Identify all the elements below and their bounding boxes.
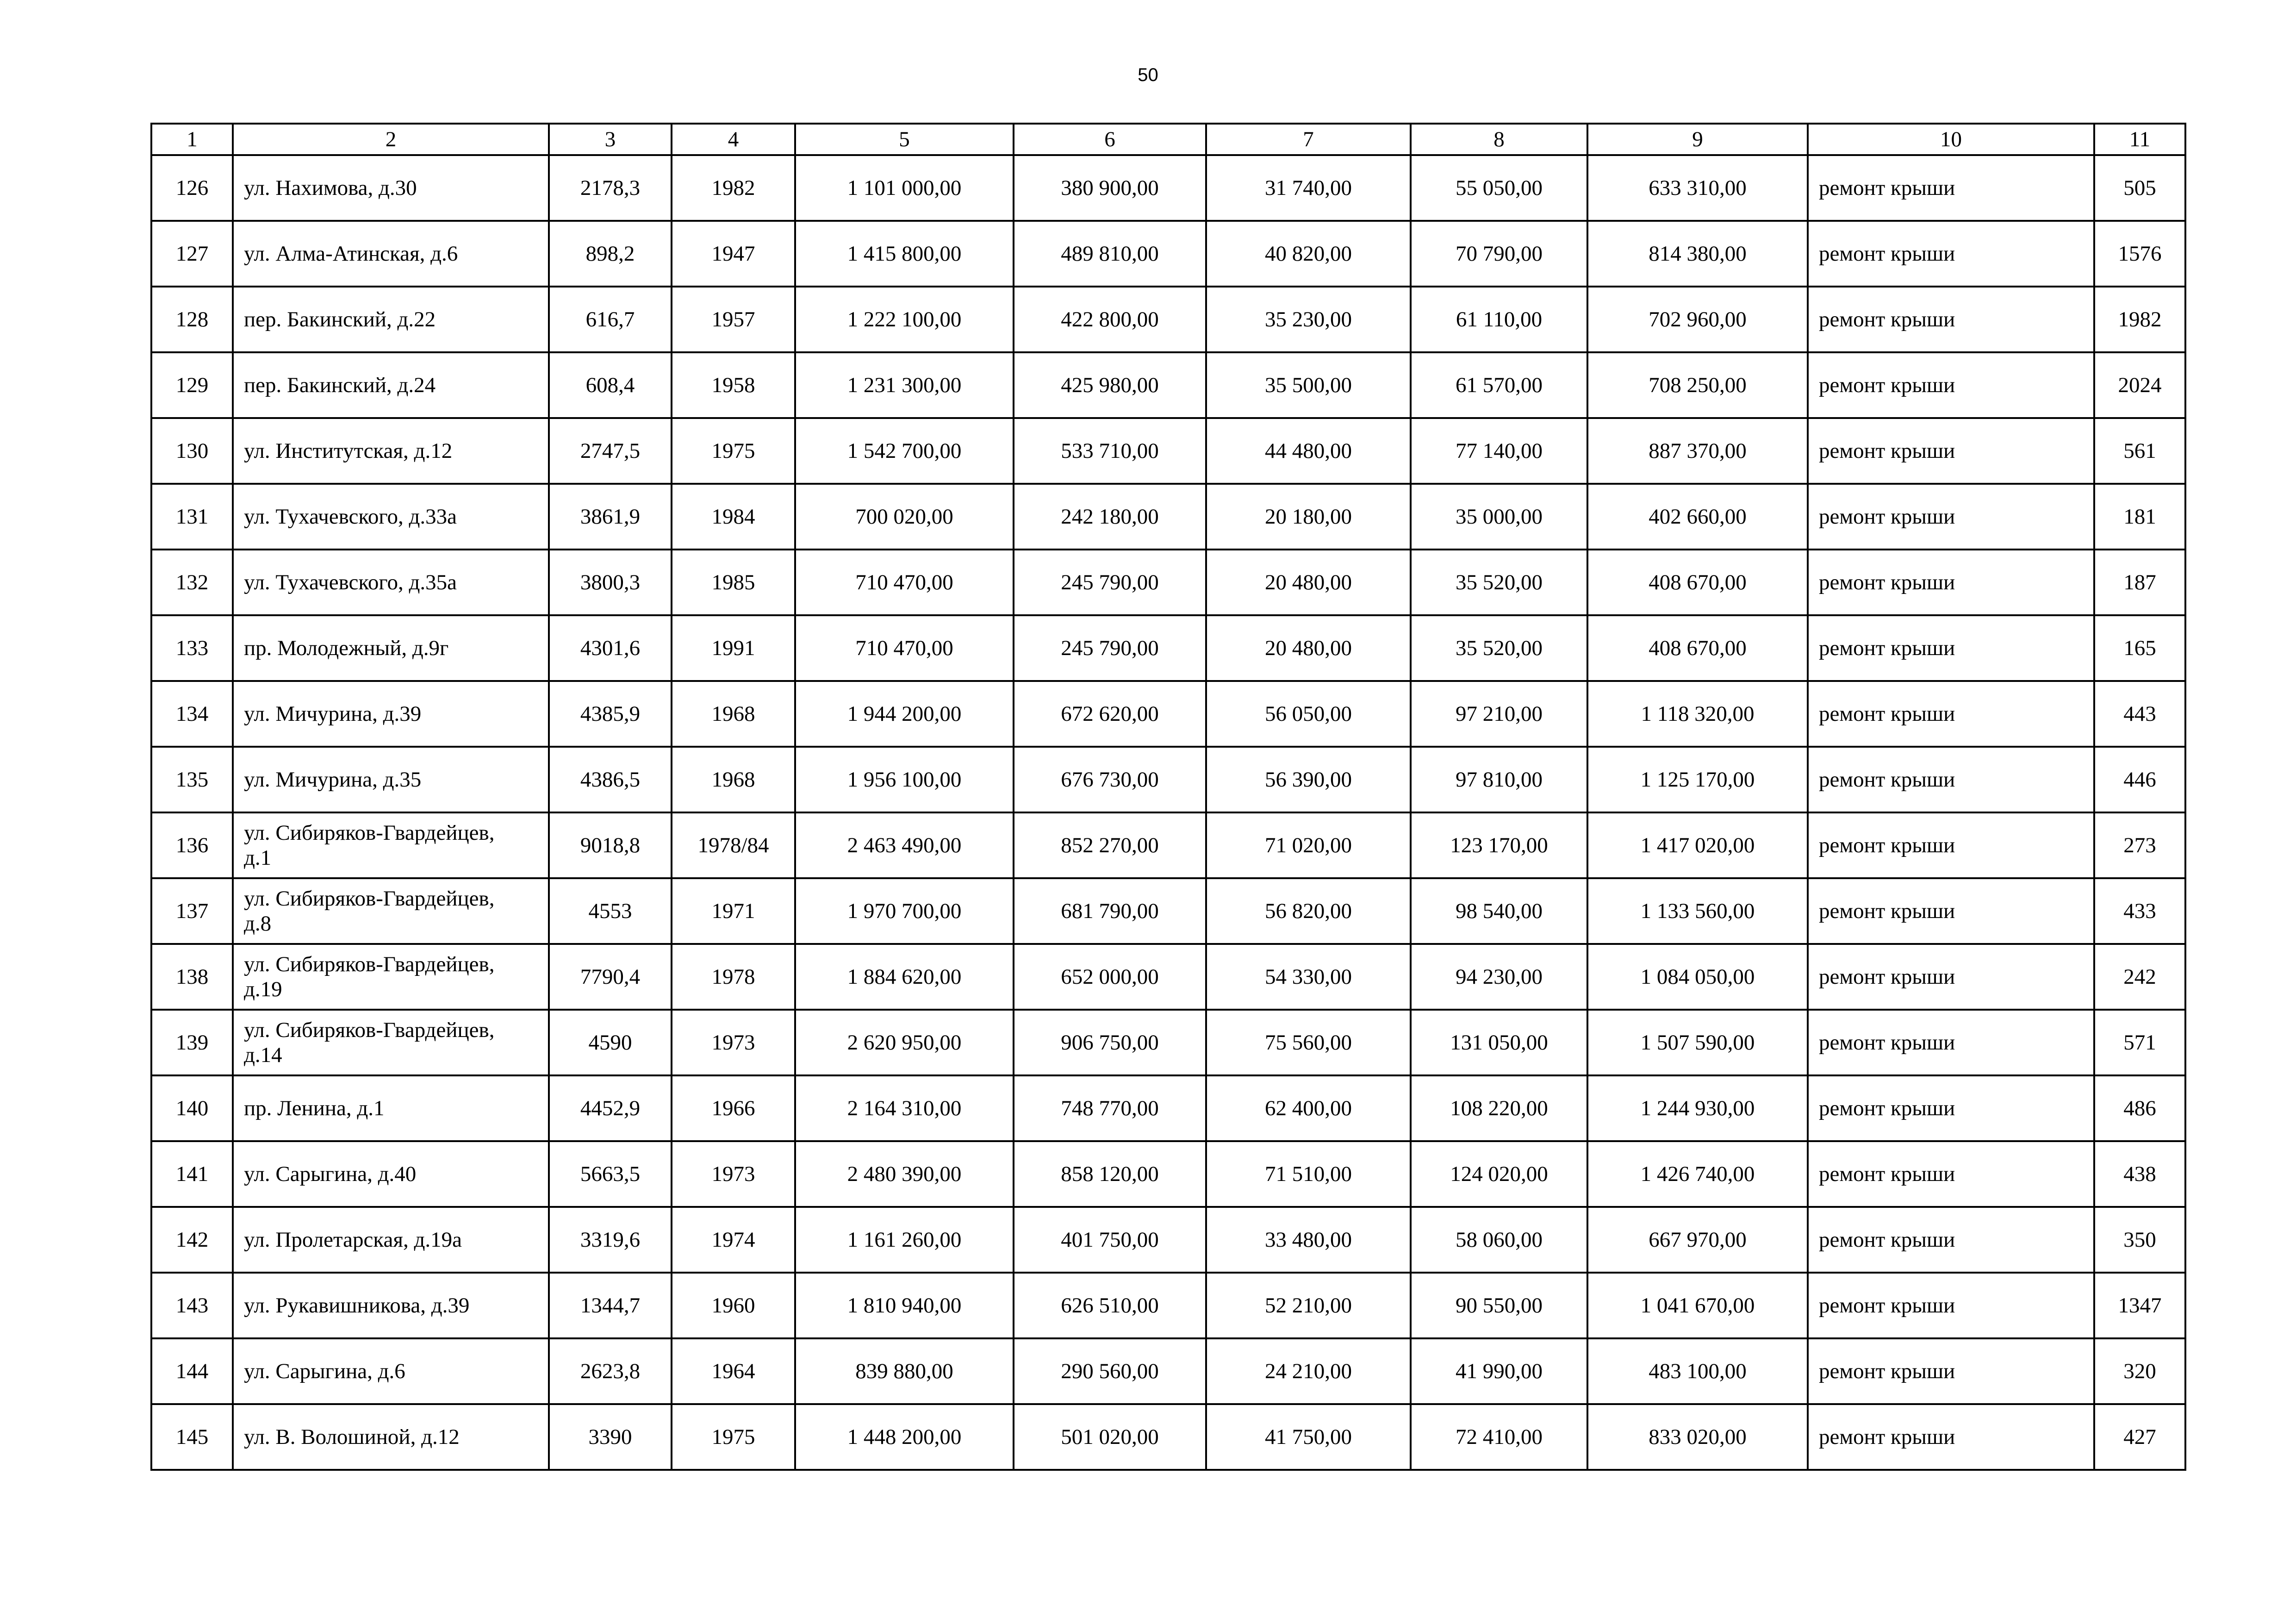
column-header: 7 xyxy=(1206,124,1411,155)
column-header: 5 xyxy=(795,124,1014,155)
cell-address: пер. Бакинский, д.24 xyxy=(233,352,549,418)
cell-year: 1984 xyxy=(672,484,795,550)
cell-area: 608,4 xyxy=(549,352,672,418)
cell-column-11: 443 xyxy=(2094,681,2185,747)
cell-column-7: 75 560,00 xyxy=(1206,1010,1411,1075)
cell-number: 130 xyxy=(151,418,233,484)
cell-work-type: ремонт крыши xyxy=(1808,812,2094,878)
cell-address xyxy=(233,1010,549,1075)
cell-number: 134 xyxy=(151,681,233,747)
cell-area: 9018,8 xyxy=(549,812,672,878)
column-header: 3 xyxy=(549,124,672,155)
cell-column-8: 98 540,00 xyxy=(1411,878,1587,944)
cell-address xyxy=(233,878,549,944)
cell-total-cost: 1 448 200,00 xyxy=(795,1404,1014,1470)
cell-year: 1971 xyxy=(672,878,795,944)
cell-column-8: 61 110,00 xyxy=(1411,287,1587,352)
address-line-1: ул. Сибиряков-Гвардейцев, xyxy=(244,1018,495,1042)
table-row xyxy=(151,1404,2185,1470)
table-row xyxy=(151,878,2185,944)
cell-column-6: 672 620,00 xyxy=(1014,681,1206,747)
cell-year: 1964 xyxy=(672,1338,795,1404)
cell-address: ул. Пролетарская, д.19а xyxy=(233,1207,549,1273)
table-row xyxy=(151,550,2185,615)
cell-work-type: ремонт крыши xyxy=(1808,747,2094,812)
cell-column-7: 41 750,00 xyxy=(1206,1404,1411,1470)
cell-column-9: 1 041 670,00 xyxy=(1587,1273,1808,1338)
table-row xyxy=(151,812,2185,878)
cell-year: 1966 xyxy=(672,1075,795,1141)
cell-year: 1974 xyxy=(672,1207,795,1273)
cell-area: 898,2 xyxy=(549,221,672,287)
cell-column-6: 290 560,00 xyxy=(1014,1338,1206,1404)
cell-column-11: 433 xyxy=(2094,878,2185,944)
cell-column-6: 489 810,00 xyxy=(1014,221,1206,287)
cell-number: 127 xyxy=(151,221,233,287)
cell-total-cost: 1 956 100,00 xyxy=(795,747,1014,812)
table-row xyxy=(151,1338,2185,1404)
cell-year: 1947 xyxy=(672,221,795,287)
cell-column-6: 245 790,00 xyxy=(1014,615,1206,681)
cell-area: 3319,6 xyxy=(549,1207,672,1273)
cell-number: 145 xyxy=(151,1404,233,1470)
cell-column-9: 483 100,00 xyxy=(1587,1338,1808,1404)
cell-column-8: 35 520,00 xyxy=(1411,615,1587,681)
cell-area: 3390 xyxy=(549,1404,672,1470)
cell-column-8: 61 570,00 xyxy=(1411,352,1587,418)
cell-total-cost: 1 944 200,00 xyxy=(795,681,1014,747)
cell-year: 1975 xyxy=(672,1404,795,1470)
cell-year: 1973 xyxy=(672,1010,795,1075)
cell-column-6: 676 730,00 xyxy=(1014,747,1206,812)
cell-number: 135 xyxy=(151,747,233,812)
cell-column-6: 652 000,00 xyxy=(1014,944,1206,1010)
cell-year: 1960 xyxy=(672,1273,795,1338)
table-row xyxy=(151,287,2185,352)
cell-area: 2178,3 xyxy=(549,155,672,221)
cell-column-7: 62 400,00 xyxy=(1206,1075,1411,1141)
cell-column-9: 887 370,00 xyxy=(1587,418,1808,484)
cell-number: 129 xyxy=(151,352,233,418)
cell-work-type: ремонт крыши xyxy=(1808,1273,2094,1338)
address-line-1: ул. Сибиряков-Гвардейцев, xyxy=(244,886,495,911)
cell-column-8: 70 790,00 xyxy=(1411,221,1587,287)
address-line-1: ул. Сибиряков-Гвардейцев, xyxy=(244,952,495,976)
table-row xyxy=(151,1273,2185,1338)
cell-year: 1982 xyxy=(672,155,795,221)
cell-column-8: 94 230,00 xyxy=(1411,944,1587,1010)
cell-column-11: 1982 xyxy=(2094,287,2185,352)
cell-work-type: ремонт крыши xyxy=(1808,615,2094,681)
cell-number: 140 xyxy=(151,1075,233,1141)
cell-column-7: 56 820,00 xyxy=(1206,878,1411,944)
cell-area: 3800,3 xyxy=(549,550,672,615)
cell-total-cost: 1 101 000,00 xyxy=(795,155,1014,221)
cell-column-9: 1 417 020,00 xyxy=(1587,812,1808,878)
cell-column-6: 858 120,00 xyxy=(1014,1141,1206,1207)
cell-column-11: 486 xyxy=(2094,1075,2185,1141)
cell-column-9: 633 310,00 xyxy=(1587,155,1808,221)
table-row xyxy=(151,747,2185,812)
cell-total-cost: 2 480 390,00 xyxy=(795,1141,1014,1207)
cell-number: 132 xyxy=(151,550,233,615)
cell-column-6: 681 790,00 xyxy=(1014,878,1206,944)
cell-number: 139 xyxy=(151,1010,233,1075)
cell-work-type: ремонт крыши xyxy=(1808,944,2094,1010)
cell-total-cost: 710 470,00 xyxy=(795,615,1014,681)
cell-column-9: 1 118 320,00 xyxy=(1587,681,1808,747)
cell-column-7: 56 050,00 xyxy=(1206,681,1411,747)
cell-column-9: 1 084 050,00 xyxy=(1587,944,1808,1010)
cell-address: пр. Молодежный, д.9г xyxy=(233,615,549,681)
cell-year: 1978/84 xyxy=(672,812,795,878)
table-row xyxy=(151,418,2185,484)
address-line-2: д.14 xyxy=(244,1043,282,1067)
cell-column-11: 438 xyxy=(2094,1141,2185,1207)
cell-column-9: 408 670,00 xyxy=(1587,550,1808,615)
page-number: 50 xyxy=(1138,65,1158,85)
cell-work-type: ремонт крыши xyxy=(1808,287,2094,352)
cell-column-8: 72 410,00 xyxy=(1411,1404,1587,1470)
cell-column-7: 40 820,00 xyxy=(1206,221,1411,287)
cell-year: 1958 xyxy=(672,352,795,418)
cell-year: 1978 xyxy=(672,944,795,1010)
cell-column-7: 71 510,00 xyxy=(1206,1141,1411,1207)
table-row xyxy=(151,1075,2185,1141)
cell-column-9: 814 380,00 xyxy=(1587,221,1808,287)
table-row xyxy=(151,484,2185,550)
cell-column-8: 55 050,00 xyxy=(1411,155,1587,221)
cell-column-8: 41 990,00 xyxy=(1411,1338,1587,1404)
cell-column-9: 1 244 930,00 xyxy=(1587,1075,1808,1141)
cell-total-cost: 1 970 700,00 xyxy=(795,878,1014,944)
cell-address: ул. Рукавишникова, д.39 xyxy=(233,1273,549,1338)
cell-number: 138 xyxy=(151,944,233,1010)
cell-column-6: 906 750,00 xyxy=(1014,1010,1206,1075)
cell-address: ул. Мичурина, д.39 xyxy=(233,681,549,747)
cell-work-type: ремонт крыши xyxy=(1808,352,2094,418)
cell-work-type: ремонт крыши xyxy=(1808,550,2094,615)
cell-area: 4385,9 xyxy=(549,681,672,747)
cell-address: пр. Ленина, д.1 xyxy=(233,1075,549,1141)
cell-number: 142 xyxy=(151,1207,233,1273)
table-row xyxy=(151,352,2185,418)
cell-column-6: 380 900,00 xyxy=(1014,155,1206,221)
cell-column-6: 533 710,00 xyxy=(1014,418,1206,484)
cell-address: ул. Тухачевского, д.33а xyxy=(233,484,549,550)
column-header: 9 xyxy=(1587,124,1808,155)
cell-work-type: ремонт крыши xyxy=(1808,418,2094,484)
cell-column-7: 24 210,00 xyxy=(1206,1338,1411,1404)
cell-year: 1975 xyxy=(672,418,795,484)
table-row xyxy=(151,681,2185,747)
cell-column-7: 31 740,00 xyxy=(1206,155,1411,221)
cell-work-type: ремонт крыши xyxy=(1808,1404,2094,1470)
cell-column-6: 852 270,00 xyxy=(1014,812,1206,878)
table-body xyxy=(151,124,2185,1470)
address-line-2: д.8 xyxy=(244,912,272,936)
cell-column-11: 446 xyxy=(2094,747,2185,812)
cell-address: ул. В. Волошиной, д.12 xyxy=(233,1404,549,1470)
cell-area: 3861,9 xyxy=(549,484,672,550)
cell-total-cost: 2 620 950,00 xyxy=(795,1010,1014,1075)
cell-column-7: 20 480,00 xyxy=(1206,550,1411,615)
cell-column-6: 242 180,00 xyxy=(1014,484,1206,550)
cell-address: пер. Бакинский, д.22 xyxy=(233,287,549,352)
cell-address: ул. Тухачевского, д.35а xyxy=(233,550,549,615)
cell-number: 133 xyxy=(151,615,233,681)
cell-area: 2747,5 xyxy=(549,418,672,484)
cell-column-11: 165 xyxy=(2094,615,2185,681)
cell-column-11: 350 xyxy=(2094,1207,2185,1273)
cell-area: 4452,9 xyxy=(549,1075,672,1141)
cell-total-cost: 1 415 800,00 xyxy=(795,221,1014,287)
cell-number: 126 xyxy=(151,155,233,221)
cell-column-11: 273 xyxy=(2094,812,2185,878)
cell-column-6: 422 800,00 xyxy=(1014,287,1206,352)
cell-total-cost: 1 231 300,00 xyxy=(795,352,1014,418)
cell-column-11: 1576 xyxy=(2094,221,2185,287)
cell-area: 4301,6 xyxy=(549,615,672,681)
cell-total-cost: 2 463 490,00 xyxy=(795,812,1014,878)
cell-area: 4386,5 xyxy=(549,747,672,812)
cell-column-8: 35 520,00 xyxy=(1411,550,1587,615)
cell-column-11: 1347 xyxy=(2094,1273,2185,1338)
cell-column-8: 90 550,00 xyxy=(1411,1273,1587,1338)
cell-column-9: 1 507 590,00 xyxy=(1587,1010,1808,1075)
column-header: 8 xyxy=(1411,124,1587,155)
table-row xyxy=(151,1010,2185,1075)
cell-column-7: 33 480,00 xyxy=(1206,1207,1411,1273)
cell-column-11: 505 xyxy=(2094,155,2185,221)
cell-year: 1957 xyxy=(672,287,795,352)
cell-area: 2623,8 xyxy=(549,1338,672,1404)
cell-area: 1344,7 xyxy=(549,1273,672,1338)
cell-column-11: 187 xyxy=(2094,550,2185,615)
cell-column-7: 54 330,00 xyxy=(1206,944,1411,1010)
table-row xyxy=(151,1141,2185,1207)
cell-number: 141 xyxy=(151,1141,233,1207)
cell-total-cost: 1 884 620,00 xyxy=(795,944,1014,1010)
table-row xyxy=(151,944,2185,1010)
cell-total-cost: 1 222 100,00 xyxy=(795,287,1014,352)
cell-column-11: 571 xyxy=(2094,1010,2185,1075)
cell-total-cost: 1 161 260,00 xyxy=(795,1207,1014,1273)
cell-year: 1985 xyxy=(672,550,795,615)
cell-total-cost: 1 542 700,00 xyxy=(795,418,1014,484)
cell-column-8: 35 000,00 xyxy=(1411,484,1587,550)
cell-address xyxy=(233,944,549,1010)
cell-number: 144 xyxy=(151,1338,233,1404)
table-row xyxy=(151,615,2185,681)
cell-column-7: 35 230,00 xyxy=(1206,287,1411,352)
cell-column-9: 708 250,00 xyxy=(1587,352,1808,418)
cell-column-8: 97 810,00 xyxy=(1411,747,1587,812)
cell-column-6: 626 510,00 xyxy=(1014,1273,1206,1338)
cell-address: ул. Алма-Атинская, д.6 xyxy=(233,221,549,287)
cell-address: ул. Сарыгина, д.6 xyxy=(233,1338,549,1404)
cell-total-cost: 1 810 940,00 xyxy=(795,1273,1014,1338)
cell-column-7: 20 480,00 xyxy=(1206,615,1411,681)
cell-column-9: 833 020,00 xyxy=(1587,1404,1808,1470)
cell-column-6: 425 980,00 xyxy=(1014,352,1206,418)
cell-column-7: 56 390,00 xyxy=(1206,747,1411,812)
cell-column-9: 702 960,00 xyxy=(1587,287,1808,352)
column-header: 6 xyxy=(1014,124,1206,155)
cell-column-8: 123 170,00 xyxy=(1411,812,1587,878)
cell-number: 136 xyxy=(151,812,233,878)
cell-work-type: ремонт крыши xyxy=(1808,221,2094,287)
cell-column-11: 320 xyxy=(2094,1338,2185,1404)
cell-year: 1991 xyxy=(672,615,795,681)
address-line-2: д.1 xyxy=(244,846,272,870)
cell-column-7: 44 480,00 xyxy=(1206,418,1411,484)
cell-area: 7790,4 xyxy=(549,944,672,1010)
cell-column-7: 20 180,00 xyxy=(1206,484,1411,550)
cell-number: 131 xyxy=(151,484,233,550)
cell-area: 616,7 xyxy=(549,287,672,352)
cell-year: 1973 xyxy=(672,1141,795,1207)
cell-work-type: ремонт крыши xyxy=(1808,681,2094,747)
cell-column-9: 667 970,00 xyxy=(1587,1207,1808,1273)
cell-column-11: 242 xyxy=(2094,944,2185,1010)
cell-number: 128 xyxy=(151,287,233,352)
cell-column-6: 401 750,00 xyxy=(1014,1207,1206,1273)
cell-column-8: 77 140,00 xyxy=(1411,418,1587,484)
cell-column-8: 108 220,00 xyxy=(1411,1075,1587,1141)
column-header: 11 xyxy=(2094,124,2185,155)
cell-column-9: 1 133 560,00 xyxy=(1587,878,1808,944)
cell-address: ул. Нахимова, д.30 xyxy=(233,155,549,221)
cell-column-11: 2024 xyxy=(2094,352,2185,418)
cell-column-8: 97 210,00 xyxy=(1411,681,1587,747)
cell-column-11: 427 xyxy=(2094,1404,2185,1470)
cell-total-cost: 839 880,00 xyxy=(795,1338,1014,1404)
cell-address xyxy=(233,812,549,878)
column-header: 4 xyxy=(672,124,795,155)
address-line-1: ул. Сибиряков-Гвардейцев, xyxy=(244,820,495,845)
cell-column-8: 124 020,00 xyxy=(1411,1141,1587,1207)
column-header: 2 xyxy=(233,124,549,155)
cell-total-cost: 700 020,00 xyxy=(795,484,1014,550)
cell-area: 4590 xyxy=(549,1010,672,1075)
column-header-row xyxy=(151,124,2185,155)
cell-column-6: 748 770,00 xyxy=(1014,1075,1206,1141)
cell-column-7: 35 500,00 xyxy=(1206,352,1411,418)
cell-column-9: 1 426 740,00 xyxy=(1587,1141,1808,1207)
cell-column-6: 245 790,00 xyxy=(1014,550,1206,615)
cell-total-cost: 710 470,00 xyxy=(795,550,1014,615)
cell-column-8: 131 050,00 xyxy=(1411,1010,1587,1075)
cell-total-cost: 2 164 310,00 xyxy=(795,1075,1014,1141)
cell-work-type: ремонт крыши xyxy=(1808,1010,2094,1075)
table-row xyxy=(151,155,2185,221)
cell-area: 5663,5 xyxy=(549,1141,672,1207)
cell-column-9: 402 660,00 xyxy=(1587,484,1808,550)
table-row xyxy=(151,1207,2185,1273)
cell-work-type: ремонт крыши xyxy=(1808,1338,2094,1404)
repair-register-table xyxy=(150,123,2186,1471)
cell-number: 143 xyxy=(151,1273,233,1338)
cell-column-8: 58 060,00 xyxy=(1411,1207,1587,1273)
cell-column-7: 52 210,00 xyxy=(1206,1273,1411,1338)
cell-year: 1968 xyxy=(672,681,795,747)
cell-work-type: ремонт крыши xyxy=(1808,1141,2094,1207)
cell-work-type: ремонт крыши xyxy=(1808,1207,2094,1273)
address-line-2: д.19 xyxy=(244,977,282,1001)
cell-work-type: ремонт крыши xyxy=(1808,484,2094,550)
cell-column-7: 71 020,00 xyxy=(1206,812,1411,878)
cell-number: 137 xyxy=(151,878,233,944)
cell-work-type: ремонт крыши xyxy=(1808,878,2094,944)
cell-column-11: 561 xyxy=(2094,418,2185,484)
cell-year: 1968 xyxy=(672,747,795,812)
cell-column-9: 1 125 170,00 xyxy=(1587,747,1808,812)
column-header: 10 xyxy=(1808,124,2094,155)
cell-work-type: ремонт крыши xyxy=(1808,1075,2094,1141)
cell-column-11: 181 xyxy=(2094,484,2185,550)
cell-area: 4553 xyxy=(549,878,672,944)
cell-address: ул. Институтская, д.12 xyxy=(233,418,549,484)
cell-address: ул. Мичурина, д.35 xyxy=(233,747,549,812)
table-row xyxy=(151,221,2185,287)
column-header: 1 xyxy=(151,124,233,155)
cell-address: ул. Сарыгина, д.40 xyxy=(233,1141,549,1207)
cell-column-6: 501 020,00 xyxy=(1014,1404,1206,1470)
cell-column-9: 408 670,00 xyxy=(1587,615,1808,681)
cell-work-type: ремонт крыши xyxy=(1808,155,2094,221)
